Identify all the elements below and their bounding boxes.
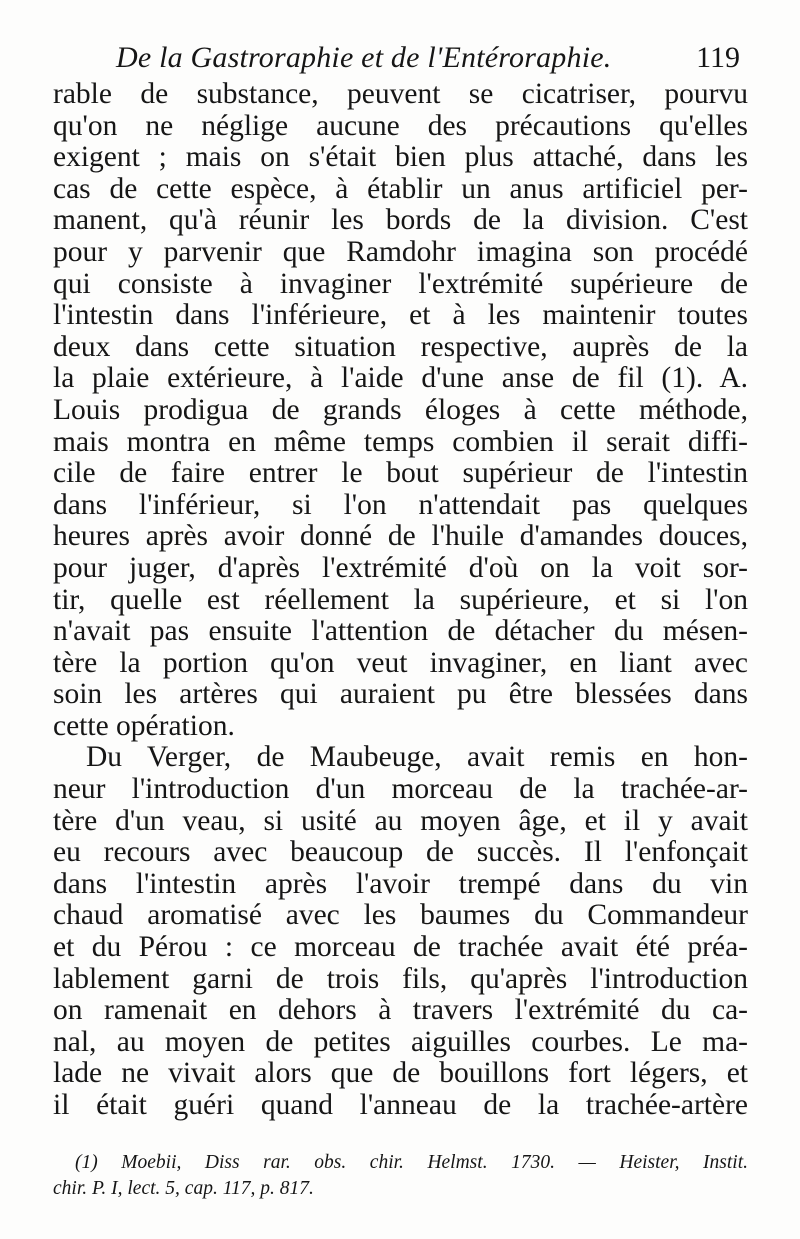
body-text xyxy=(53,79,748,1122)
text-line: n'avait pas ensuite l'attention de détacher du mésen- xyxy=(53,615,748,648)
text-line: tère la portion qu'on veut invaginer, en liant avec xyxy=(53,646,748,679)
text-line: dans l'inférieur, si l'on n'attendait pas quelques xyxy=(53,488,748,521)
text-line: tère d'un veau, si usité au moyen âge, et il y avait xyxy=(53,804,748,837)
text-line: chaud aromatisé avec les baumes du Commandeur xyxy=(53,899,748,932)
running-title: De la Gastroraphie et de l'Entéroraphie. xyxy=(116,41,612,74)
paragraph-first-line: Du Verger, de Maubeuge, avait remis en hon- xyxy=(86,741,748,774)
text-line: il était guéri quand l'anneau de la trachée-artère xyxy=(53,1089,748,1121)
text-line: pour juger, d'après l'extrémité d'où on la voit sor- xyxy=(53,551,748,584)
text-line: qu'on ne néglige aucune des précautions qu'elles xyxy=(53,109,748,142)
text-line: eu recours avec beaucoup de succès. Il l'enfonçait xyxy=(53,836,748,869)
text-line: neur l'introduction d'un morceau de la trachée-ar- xyxy=(53,773,748,806)
page-number: 119 xyxy=(696,41,740,74)
text-line: soin les artères qui auraient pu être blessées dans xyxy=(53,678,748,711)
footnote-line: chir. P. I, lect. 5, cap. 117, p. 817. xyxy=(53,1178,314,1199)
text-line: l'intestin dans l'inférieure, et à les maintenir toutes xyxy=(53,299,748,332)
text-line: mais montra en même temps combien il serait diffi- xyxy=(53,425,748,458)
text-line: cile de faire entrer le bout supérieur de l'intestin xyxy=(53,457,748,490)
text-line: qui consiste à invaginer l'extrémité supérieure de xyxy=(53,267,748,300)
text-line: manent, qu'à réunir les bords de la division. C'est xyxy=(53,204,748,237)
text-line: deux dans cette situation respective, auprès de la xyxy=(53,330,748,363)
footnote-line: (1) Moebii, Diss rar. obs. chir. Helmst. 1730. — Heister, Instit. xyxy=(75,1152,748,1173)
text-line: nal, au moyen de petites aiguilles courbes. Le ma- xyxy=(53,1025,748,1058)
text-line: pour y parvenir que Ramdohr imagina son procédé xyxy=(53,235,748,268)
text-line: lade ne vivait alors que de bouillons fort légers, et xyxy=(53,1057,748,1090)
text-line: Louis prodigua de grands éloges à cette méthode, xyxy=(53,393,748,426)
footnotes xyxy=(53,1150,748,1202)
text-line: rable de substance, peuvent se cicatriser, pourvu xyxy=(53,78,748,110)
paragraph-last-line: cette opération. xyxy=(53,709,235,742)
text-line: la plaie extérieure, à l'aide d'une anse de fil (1). A. xyxy=(53,362,748,395)
text-line: exigent ; mais on s'était bien plus attaché, dans les xyxy=(53,141,748,174)
text-line: heures après avoir donné de l'huile d'amandes douces, xyxy=(53,520,748,553)
text-line: et du Pérou : ce morceau de trachée avait été préa- xyxy=(53,931,748,964)
text-line: on ramenait en dehors à travers l'extrémité du ca- xyxy=(53,994,748,1027)
text-line: lablement garni de trois fils, qu'après l'introduction xyxy=(53,962,748,995)
running-head xyxy=(50,38,750,82)
text-line: cas de cette espèce, à établir un anus artificiel per- xyxy=(53,172,748,205)
text-line: tir, quelle est réellement la supérieure, et si l'on xyxy=(53,583,748,616)
text-line: dans l'intestin après l'avoir trempé dans du vin xyxy=(53,867,748,900)
